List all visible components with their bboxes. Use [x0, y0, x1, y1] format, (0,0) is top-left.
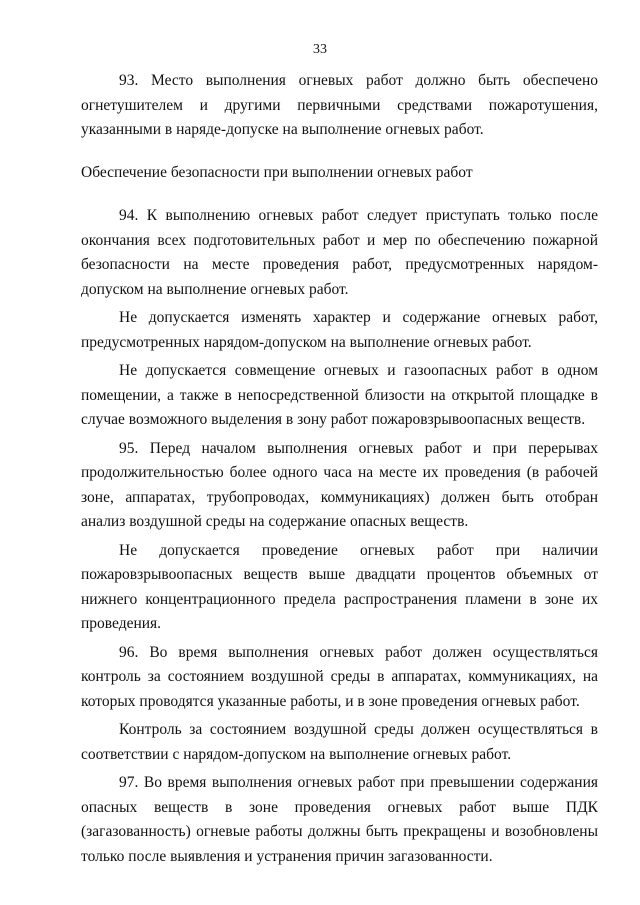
paragraph-94-no-combine: Не допускается совмещение огневых и газоопасных работ в одном помещении, а также в непосредственной близости на открытой площадке в случае возможного выделения в зону работ пожаровзрывоопасных веществ. [81, 362, 598, 428]
paragraph-96: 96. Во время выполнения огневых работ должен осуществляться контроль за состоянием воздушной среды в аппаратах, коммуникациях, на которых проводятся указанные работы, и в зоне проведения огневых работ. [81, 643, 598, 710]
paragraph-95: 95. Перед началом выполнения огневых работ и при перерывах продолжительностью более одного часа на месте их проведения (в рабочей зоне, аппаратах, трубопроводах, коммуникациях) должен быть отобран анализ воздушной среды на содержание опасных веществ. [81, 439, 598, 530]
paragraph-95-limit: Не допускается проведение огневых работ при наличии пожаровзрывоопасных веществ выше двадцати процентов объемных от нижнего концентрационного предела распространения пламени в зоне их проведения. [81, 541, 598, 632]
paragraph-96-control: Контроль за состоянием воздушной среды должен осуществляться в соответствии с нарядом-допуском на выполнение огневых работ. [81, 721, 598, 763]
section-heading: Обеспечение безопасности при выполнении огневых работ [81, 163, 473, 181]
paragraph-94: 94. К выполнению огневых работ следует приступать только после окончания всех подготовительных работ и мер по обеспечению пожарной безопасности на месте проведения работ, предусмотренных нарядом-допуском на выполнение огневых работ. [81, 207, 598, 298]
paragraph-97: 97. Во время выполнения огневых работ при превышении содержания опасных веществ в зоне проведения огневых работ выше ПДК (загазованность) огневые работы должны быть прекращены и возобновлены только после выявления и устранения причин загазованности. [81, 774, 598, 865]
paragraph-94-no-change: Не допускается изменять характер и содержание огневых работ, предусмотренных нарядом-допуском на выполнение огневых работ. [81, 309, 598, 351]
document-body [81, 69, 598, 873]
page-number: 33 [313, 42, 327, 57]
paragraph-93: 93. Место выполнения огневых работ должно быть обеспечено огнетушителем и другими первичными средствами пожаротушения, указанными в наряде-допуске на выполнение огневых работ. [81, 72, 598, 138]
